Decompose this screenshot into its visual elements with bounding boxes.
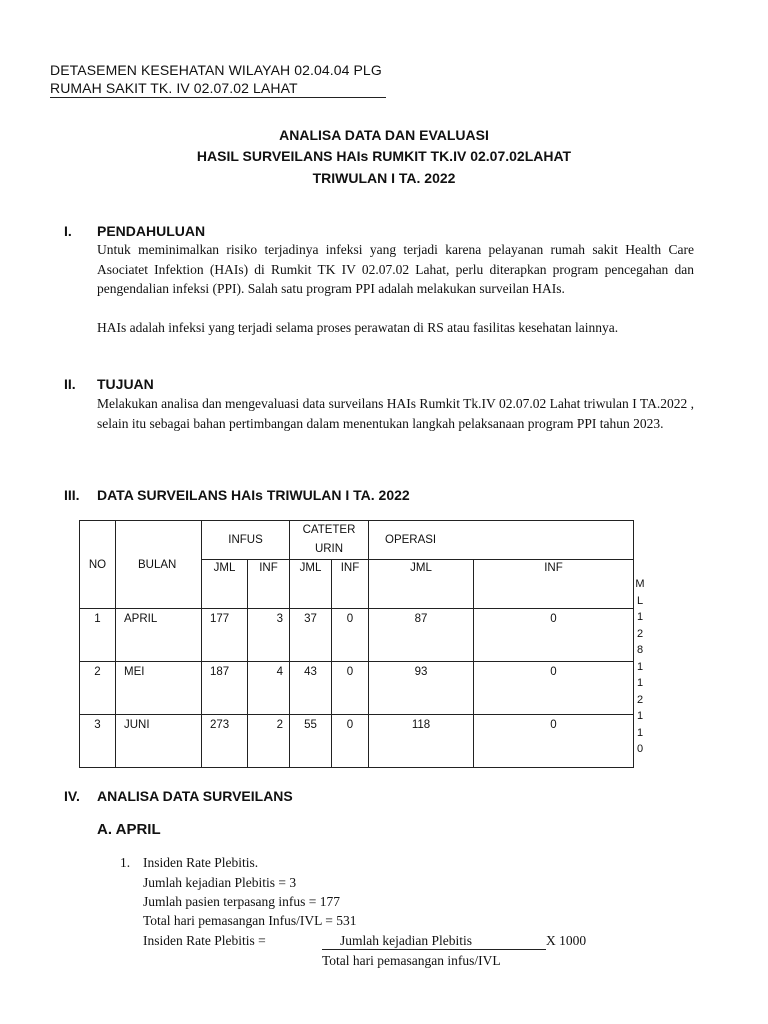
cell-no: 3 (80, 715, 116, 768)
calc-plebitis-count: Jumlah kejadian Plebitis = 3 (143, 875, 297, 890)
calc-item-number: 1. (120, 855, 131, 870)
cell-operasi-jml: 87 (369, 609, 474, 662)
section-1-title: PENDAHULUAN (97, 223, 206, 239)
cell-cateter-inf: 0 (332, 715, 369, 768)
cell-infus-inf: 3 (248, 609, 290, 662)
document-title-line1: ANALISA DATA DAN EVALUASI (279, 127, 489, 143)
cell-infus-inf: 4 (248, 662, 290, 715)
section-3-title: DATA SURVEILANS HAIs TRIWULAN I TA. 2022 (97, 487, 410, 503)
header-infus-inf: INF (248, 560, 290, 609)
overflow-char: 2 (636, 693, 644, 706)
calc-infusion-patients: Jumlah pasien terpasang infus = 177 (143, 894, 340, 909)
subsection-a-title: A. APRIL (97, 821, 161, 838)
table-row (80, 609, 634, 662)
overflow-char: 1 (636, 710, 644, 722)
surveillance-data-table (79, 520, 634, 768)
cell-operasi-jml: 93 (369, 662, 474, 715)
header-cateter-urin: CATETER URIN (290, 521, 369, 560)
overflow-column-text (634, 576, 646, 758)
cell-infus-jml: 177 (202, 609, 248, 662)
overflow-char: 1 (636, 677, 644, 689)
cell-bulan: JUNI (116, 715, 202, 768)
header-operasi: OPERASI (369, 521, 634, 560)
document-title-line2: HASIL SURVEILANS HAIs RUMKIT TK.IV 02.07.02LAHAT (196, 148, 572, 164)
cell-cateter-inf: 0 (332, 662, 369, 715)
overflow-char: 2 (636, 627, 644, 640)
cell-infus-inf: 2 (248, 715, 290, 768)
formula-denominator: Total hari pemasangan infus/IVL (322, 953, 501, 968)
cell-no: 1 (80, 609, 116, 662)
calc-infusion-days: Total hari pemasangan Infus/IVL = 531 (143, 913, 357, 928)
header-no: NO (80, 521, 116, 609)
calc-heading: Insiden Rate Plebitis. (143, 855, 259, 870)
cell-bulan: MEI (116, 662, 202, 715)
section-4-title: ANALISA DATA SURVEILANS (97, 788, 293, 804)
cell-infus-jml: 187 (202, 662, 248, 715)
cell-cateter-jml: 43 (290, 662, 332, 715)
header-hospital-name: RUMAH SAKIT TK. IV 02.07.02 LAHAT (50, 80, 298, 96)
cell-infus-jml: 273 (202, 715, 248, 768)
calc-formula-label: Insiden Rate Plebitis = (143, 933, 266, 948)
cell-no: 2 (80, 662, 116, 715)
table-row (80, 715, 634, 768)
overflow-char: 1 (636, 660, 644, 673)
formula-numerator-text: Jumlah kejadian Plebitis (340, 933, 472, 948)
cell-operasi-inf: 0 (474, 662, 634, 715)
header-cateter-inf: INF (332, 560, 369, 609)
section-2-number: II. (64, 376, 76, 392)
overflow-char: 8 (636, 644, 644, 656)
formula-numerator (322, 933, 546, 950)
overflow-char: L (636, 594, 644, 607)
document-title-line3: TRIWULAN I TA. 2022 (312, 170, 456, 186)
cell-operasi-inf: 0 (474, 609, 634, 662)
header-infus-jml: JML (202, 560, 248, 609)
header-cateter-jml: JML (290, 560, 332, 609)
section-1-paragraph-1: Untuk meminimalkan risiko terjadinya infeksi yang terjadi karena pelayanan rumah sakit Health Care Asociatet Infektion (HAIs) di Rumkit TK IV 02.07.02 Lahat, perlu diterapkan program pencegahan dan pengendalian infeksi (PPI). Salah satu program PPI adalah melakukan surveilan HAIs. (97, 242, 694, 296)
overflow-char: 1 (636, 726, 644, 739)
cell-cateter-inf: 0 (332, 609, 369, 662)
cell-operasi-inf: 0 (474, 715, 634, 768)
cell-operasi-jml: 118 (369, 715, 474, 768)
section-2-title: TUJUAN (97, 376, 154, 392)
overflow-char: M (635, 578, 645, 590)
section-3-number: III. (64, 487, 80, 503)
cell-bulan: APRIL (116, 609, 202, 662)
table-row (80, 662, 634, 715)
header-bulan: BULAN (116, 521, 202, 609)
overflow-char: 1 (636, 611, 644, 623)
header-underline (50, 97, 386, 98)
section-2-paragraph: Melakukan analisa dan mengevaluasi data surveilans HAIs Rumkit Tk.IV 02.07.02 Lahat triwulan I TA.2022 , selain itu sebagai bahan pertimbangan dalam menentukan langkah pelaksanaan program PPI tahun 2023. (97, 396, 694, 431)
section-1-number: I. (64, 223, 72, 239)
header-infus: INFUS (202, 521, 290, 560)
cell-cateter-jml: 37 (290, 609, 332, 662)
header-operasi-inf: INF (474, 560, 634, 609)
section-1-paragraph-2: HAIs adalah infeksi yang terjadi selama proses perawatan di RS atau fasilitas kesehatan lainnya. (97, 320, 619, 335)
header-unit-name: DETASEMEN KESEHATAN WILAYAH 02.04.04 PLG (50, 62, 382, 78)
formula-multiplier: X 1000 (546, 933, 587, 948)
section-4-number: IV. (64, 788, 80, 804)
overflow-char: 0 (636, 743, 644, 755)
header-operasi-jml: JML (369, 560, 474, 609)
cell-cateter-jml: 55 (290, 715, 332, 768)
